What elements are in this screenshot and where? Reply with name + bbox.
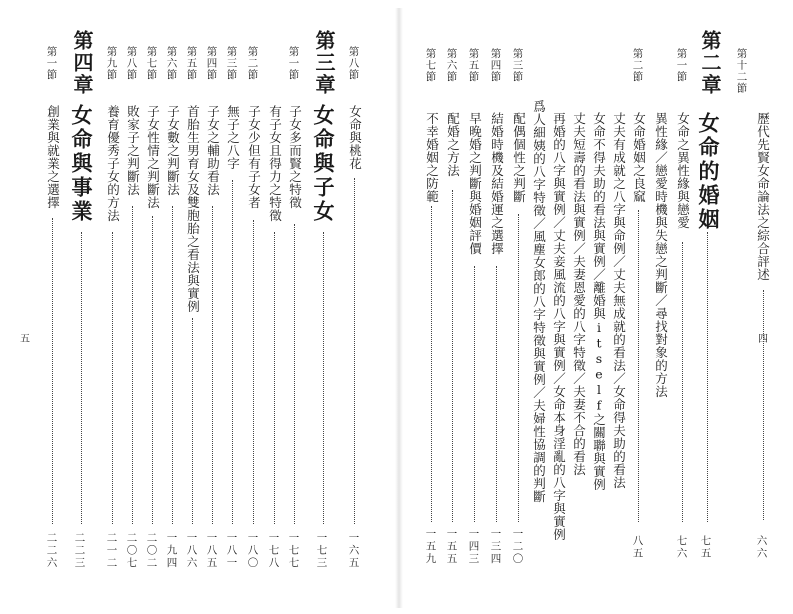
toc-leader-dots	[81, 232, 82, 524]
toc-section-label: 第一節	[45, 46, 58, 81]
toc-page-number: 一九四	[165, 532, 178, 570]
toc-page-number: 六六	[755, 535, 768, 560]
toc-section-label: 第六節	[445, 48, 458, 83]
toc-section-label: 第五節	[467, 48, 480, 83]
toc-leader-dots	[232, 180, 233, 524]
toc-subtopics: 丈夫有成就之八字與命例／丈夫無成就的看法／女命得夫助的看法	[611, 112, 627, 489]
toc-entry-title: 子女之輔助看法	[205, 105, 221, 196]
toc-leader-dots	[192, 318, 193, 524]
toc-page-number: 二二三	[73, 532, 86, 570]
toc-page-number: 一八六	[185, 532, 198, 570]
toc-section-label: 第二節	[631, 48, 644, 83]
toc-leader-dots	[132, 206, 133, 524]
toc-leader-dots	[431, 206, 432, 522]
toc-subtopics: 異性緣／戀愛時機與失戀之判斷／尋找對象的方法	[653, 112, 669, 398]
toc-section-label: 第二節	[246, 46, 259, 81]
toc-page-number: 二二六	[45, 532, 58, 570]
toc-entry-title: 無子之八字	[225, 105, 241, 170]
toc-page-number: 一四三	[467, 528, 480, 566]
toc-page-number: 七六	[675, 535, 688, 560]
toc-section-label: 第七節	[145, 46, 158, 81]
toc-section-label: 第八節	[125, 46, 138, 81]
toc-section-label: 第六節	[165, 46, 178, 81]
toc-page-number: 一八五	[205, 532, 218, 570]
toc-leader-dots	[112, 232, 113, 524]
toc-entry-title: 配婚之方法	[445, 112, 461, 177]
toc-leader-dots	[172, 206, 173, 524]
page-gutter	[395, 8, 403, 608]
toc-entry-title: 養育優秀子女的方法	[105, 105, 121, 222]
toc-entry-title: 敗家子之判斷法	[125, 105, 141, 196]
toc-leader-dots	[496, 266, 497, 522]
toc-leader-dots	[52, 218, 53, 524]
toc-entry-title: 子女數之判斷法	[165, 105, 181, 196]
toc-section-label: 第四節	[489, 48, 502, 83]
toc-page-number: 一七七	[287, 532, 300, 570]
toc-leader-dots	[452, 190, 453, 522]
toc-subtopics: 爲人細姨的八字特徵／風塵女郎的八字特徵與實例／夫婦性協調的判斷	[531, 100, 547, 503]
chapter-heading: 第四章	[70, 30, 94, 96]
toc-leader-dots	[763, 290, 764, 520]
toc-entry-title: 創業與就業之選擇	[45, 105, 61, 209]
toc-leader-dots	[212, 206, 213, 524]
toc-page-number: 二一二	[105, 532, 118, 570]
toc-section-label: 第一節	[675, 48, 688, 83]
toc-leader-dots	[638, 210, 639, 522]
toc-leader-dots	[253, 220, 254, 524]
page-folio: 五	[20, 334, 30, 345]
toc-entry-title: 女命與桃花	[347, 105, 363, 170]
toc-page-number: 一二〇	[511, 528, 524, 566]
toc-entry-title: 配偶個性之判斷	[511, 112, 527, 203]
page-folio: 四	[758, 334, 768, 345]
toc-entry-title: 女命婚姻之良窳	[631, 112, 647, 203]
toc-section-label: 第十二節	[735, 48, 748, 94]
toc-entry-title: 女命之異性緣與戀愛	[675, 112, 691, 229]
toc-subtopics: 再婚的八字與實例／丈夫妾風流的八字與實例／女命本身淫亂的八字與實例	[551, 112, 567, 541]
toc-page-number: 一八〇	[246, 532, 259, 570]
toc-entry-title: 首胎生男育女及雙胞胎之看法與實例	[185, 105, 201, 313]
toc-section-label: 第三節	[511, 48, 524, 83]
toc-page-number: 一七三	[315, 532, 328, 570]
toc-subtopics: 女命不得夫助的看法與實例／離婚與itself之關聯與實例	[591, 112, 607, 491]
toc-page-number: 二〇二	[145, 532, 158, 570]
toc-page-number: 一六五	[347, 532, 360, 570]
toc-entry-title: 結婚時機及結婚運之選擇	[489, 112, 505, 255]
toc-section-label: 第九節	[105, 46, 118, 81]
toc-section-label: 第八節	[347, 46, 360, 81]
toc-leader-dots	[354, 178, 355, 524]
toc-page-number: 一五九	[424, 528, 437, 566]
toc-entry-title: 子女多而賢之特徵	[287, 105, 303, 209]
toc-leader-dots	[518, 214, 519, 522]
toc-entry-title: 子女性情之判斷法	[145, 105, 161, 209]
chapter-title: 女命與子女	[311, 104, 336, 224]
toc-entry-title: 不幸婚姻之防範	[424, 112, 440, 203]
toc-leader-dots	[323, 232, 324, 524]
toc-page-number: 一七八	[267, 532, 280, 570]
toc-leader-dots	[682, 242, 683, 522]
toc-leader-dots	[707, 232, 708, 522]
toc-entry-title: 早晚婚之判斷與婚姻評價	[467, 112, 483, 255]
chapter-heading: 第三章	[312, 30, 336, 96]
toc-entry-title: 子女少但有子女者	[246, 105, 262, 209]
chapter-heading: 第二章	[698, 30, 722, 96]
toc-leader-dots	[274, 232, 275, 524]
toc-page-number: 二〇七	[125, 532, 138, 570]
toc-leader-dots	[152, 216, 153, 524]
toc-section-label: 第五節	[185, 46, 198, 81]
toc-page-number: 一五五	[445, 528, 458, 566]
toc-section-label: 第一節	[287, 46, 300, 81]
toc-section-label: 第七節	[424, 48, 437, 83]
toc-page-number: 一三四	[489, 528, 502, 566]
chapter-title: 女命的婚姻	[696, 112, 721, 232]
toc-page-number: 八五	[631, 535, 644, 560]
toc-leader-dots	[474, 266, 475, 522]
toc-leader-dots	[294, 224, 295, 524]
chapter-title: 女命與事業	[69, 104, 94, 224]
toc-page-number: 一八一	[225, 532, 238, 570]
toc-section-label: 第三節	[225, 46, 238, 81]
toc-section-label: 第四節	[205, 46, 218, 81]
toc-entry-title: 有子女且得力之特徵	[267, 105, 283, 222]
toc-entry-title: 歷代先賢女命論法之綜合評述	[755, 112, 771, 281]
toc-subtopics: 丈夫短壽的看法與實例／夫妻恩愛的八字特徵／夫妻不合的看法	[571, 112, 587, 476]
toc-page-number: 七五	[699, 535, 712, 560]
